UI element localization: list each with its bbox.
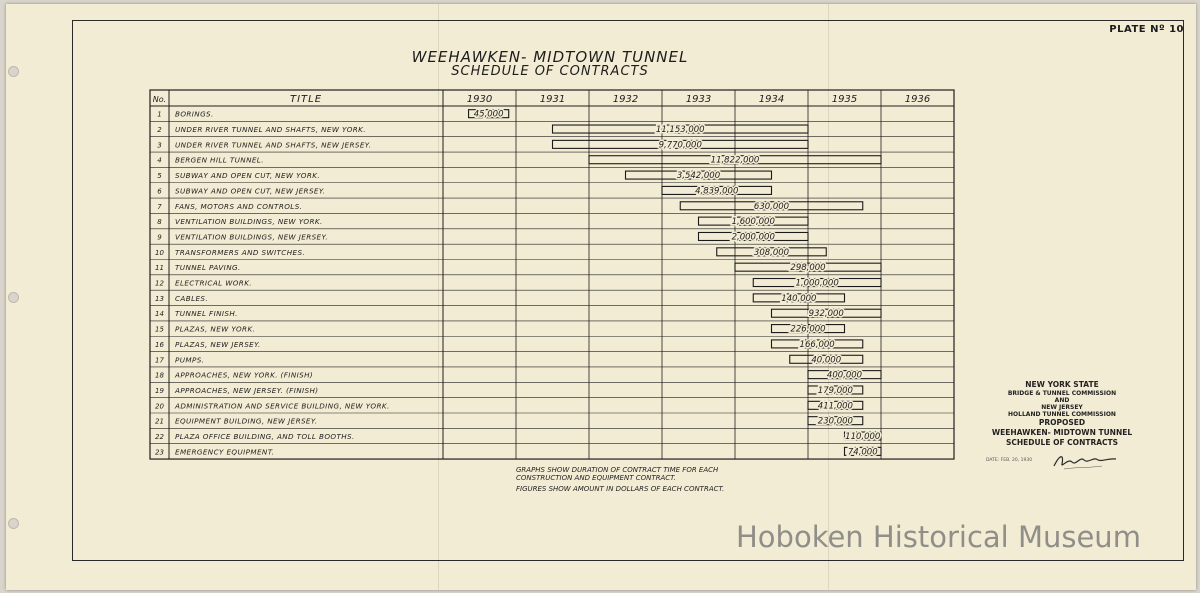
row-number: 11: [155, 264, 164, 273]
contract-title: ADMINISTRATION AND SERVICE BUILDING, NEW YORK.: [175, 401, 390, 411]
contract-amount: 411,000: [817, 401, 853, 412]
row-number: 8: [157, 218, 162, 227]
contract-title: PUMPS.: [175, 355, 205, 365]
contract-title: SUBWAY AND OPEN CUT, NEW YORK.: [175, 171, 321, 181]
contract-title: APPROACHES, NEW JERSEY. (FINISH): [175, 385, 319, 395]
row-number: 3: [157, 141, 162, 150]
contract-amount: 11,822,000: [710, 155, 760, 166]
row-number: 21: [155, 417, 164, 426]
contract-amount: 45,000: [473, 109, 504, 120]
row-number: 10: [155, 248, 164, 257]
contract-title: TRANSFORMERS AND SWITCHES.: [175, 247, 306, 257]
contract-amount: 298,000: [790, 263, 826, 274]
row-number: 22: [155, 433, 164, 442]
note-duration: GRAPHS SHOW DURATION OF CONTRACT TIME FOR EACH CONSTRUCTION AND EQUIPMENT CONTRACT.: [516, 466, 719, 482]
contract-amount: 400,000: [826, 370, 863, 381]
contract-amount: 11,153,000: [655, 125, 705, 136]
title-block-line: AND: [1054, 397, 1070, 404]
header-no: No.: [152, 95, 167, 104]
year-header: 1930: [466, 94, 493, 105]
title-block-line: WEEHAWKEN- MIDTOWN TUNNEL: [991, 428, 1133, 437]
chart-notes: [516, 466, 746, 496]
title-block-line: HOLLAND TUNNEL COMMISSION: [1008, 411, 1116, 418]
contract-amount: 1,000,000: [795, 278, 839, 289]
contract-title: SUBWAY AND OPEN CUT, NEW JERSEY.: [175, 186, 326, 196]
contract-amount: 74,000: [847, 447, 878, 458]
contract-amount: 3,542,000: [676, 171, 721, 182]
row-number: 2: [157, 126, 162, 135]
contract-title: APPROACHES, NEW YORK. (FINISH): [175, 370, 314, 380]
note-amounts: FIGURES SHOW AMOUNT IN DOLLARS OF EACH CONTRACT.: [516, 485, 725, 493]
contract-amount: 308,000: [753, 247, 790, 258]
chart-title: WEEHAWKEN- MIDTOWN TUNNEL: [411, 48, 689, 66]
year-header: 1935: [831, 94, 858, 105]
contract-title: VENTILATION BUILDINGS, NEW YORK.: [175, 217, 323, 227]
contract-amount: 9,770,000: [658, 140, 702, 151]
contract-amount: 1,600,000: [731, 217, 775, 228]
row-number: 16: [155, 340, 164, 349]
contract-title: EQUIPMENT BUILDING, NEW JERSEY.: [175, 416, 318, 426]
contract-title: PLAZAS, NEW YORK.: [175, 324, 256, 334]
row-number: 13: [155, 294, 164, 303]
contract-amount: 932,000: [808, 309, 844, 320]
date-stamp: DATE: FEB. 20, 1930: [986, 458, 1033, 463]
contract-title: PLAZAS, NEW JERSEY.: [175, 339, 261, 349]
chart-subtitle: SCHEDULE OF CONTRACTS: [451, 64, 649, 79]
plate-number: PLATE Nº 10: [1109, 24, 1184, 35]
title-block-line: PROPOSED: [1038, 418, 1086, 427]
row-number: 12: [155, 279, 164, 288]
title-block: [962, 380, 1162, 448]
contract-title: UNDER RIVER TUNNEL AND SHAFTS, NEW YORK.: [175, 125, 366, 135]
row-number: 5: [157, 172, 162, 181]
year-header: 1932: [612, 94, 639, 105]
row-number: 7: [157, 202, 162, 211]
contract-amount: 630,000: [753, 201, 790, 212]
contract-amount: 230,000: [817, 416, 853, 427]
contract-title: FANS, MOTORS AND CONTROLS.: [175, 201, 303, 211]
contract-title: BERGEN HILL TUNNEL.: [175, 155, 264, 165]
row-number: 14: [155, 310, 164, 319]
header-title: TITLE: [289, 94, 323, 105]
contract-title: EMERGENCY EQUIPMENT.: [175, 447, 275, 457]
contract-amount: 226,000: [790, 324, 826, 335]
contract-amount: 140,000: [781, 293, 817, 304]
contract-title: ELECTRICAL WORK.: [175, 278, 252, 288]
row-number: 9: [157, 233, 162, 242]
year-header: 1936: [904, 94, 931, 105]
title-block-line: NEW YORK STATE: [1025, 380, 1099, 389]
year-header: 1931: [539, 94, 566, 105]
title-block-line: SCHEDULE OF CONTRACTS: [1005, 438, 1119, 447]
contract-title: TUNNEL FINISH.: [175, 309, 238, 319]
row-number: 18: [155, 371, 164, 380]
row-number: 23: [155, 448, 164, 457]
contract-title: UNDER RIVER TUNNEL AND SHAFTS, NEW JERSEY.: [175, 140, 372, 150]
year-header: 1934: [758, 94, 785, 105]
row-number: 20: [155, 402, 164, 411]
row-number: 1: [157, 110, 162, 119]
contract-title: VENTILATION BUILDINGS, NEW JERSEY.: [175, 232, 329, 242]
year-header: 1933: [685, 94, 712, 105]
contract-amount: 4,839,000: [695, 186, 739, 197]
row-number: 4: [157, 156, 162, 165]
contract-amount: 166,000: [799, 339, 835, 350]
contract-title: TUNNEL PAVING.: [175, 263, 241, 273]
contract-title: BORINGS.: [175, 109, 214, 119]
contract-amount: 179,000: [817, 385, 853, 396]
museum-watermark: Hoboken Historical Museum: [736, 520, 1141, 554]
contract-amount: 110,000: [845, 432, 881, 443]
title-block-line: BRIDGE & TUNNEL COMMISSION: [1007, 390, 1117, 397]
contract-title: PLAZA OFFICE BUILDING, AND TOLL BOOTHS.: [175, 432, 355, 442]
contract-title: CABLES.: [175, 293, 209, 303]
signature: [1050, 450, 1120, 472]
row-number: 6: [157, 187, 162, 196]
row-number: 15: [155, 325, 164, 334]
title-block-line: NEW JERSEY: [1041, 404, 1083, 411]
row-number: 19: [155, 386, 164, 395]
contract-amount: 2,000,000: [731, 232, 775, 243]
contract-amount: 40,000: [811, 355, 842, 366]
row-number: 17: [155, 356, 164, 365]
